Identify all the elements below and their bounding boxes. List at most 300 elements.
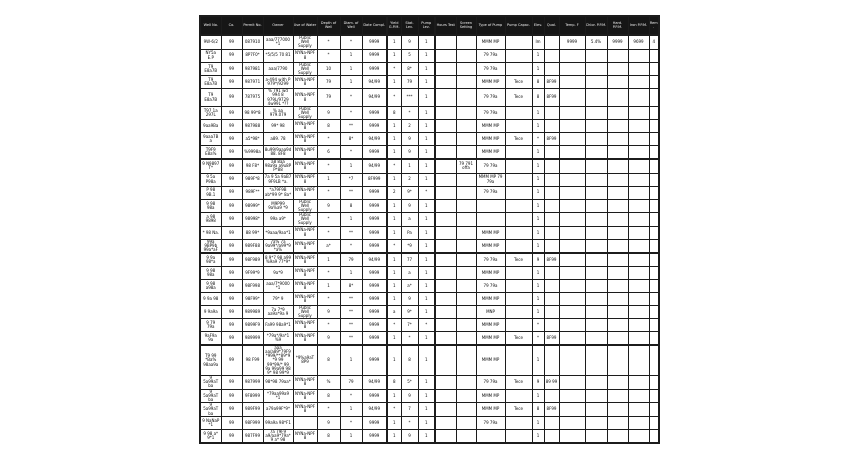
table-cell (585, 266, 607, 279)
table-cell: * (317, 35, 340, 49)
table-cell (607, 403, 628, 417)
table-cell: 9999 (362, 332, 387, 345)
table-cell: 98F998 (242, 279, 263, 292)
table-cell: 99* 98 (263, 120, 293, 133)
table-row (200, 120, 659, 133)
table-cell: Im (532, 35, 544, 49)
table-cell (607, 376, 628, 390)
table-cell: 99 (221, 186, 242, 199)
table-cell: 1 (532, 186, 544, 199)
table-cell: 1 (532, 416, 544, 429)
table-cell (649, 319, 659, 332)
table-cell: 99 (221, 120, 242, 133)
table-cell: * (387, 239, 401, 253)
table-cell (435, 35, 456, 49)
column-header: Chlor. P.P.M. (585, 16, 607, 35)
table-row (200, 146, 659, 159)
table-cell (649, 133, 659, 146)
table-cell (435, 49, 456, 62)
table-cell: 99a a9* (263, 213, 293, 227)
table-cell (456, 266, 476, 279)
table-cell: 9aF9a 9a (200, 332, 221, 345)
table-cell (505, 319, 532, 332)
table-cell (435, 199, 456, 213)
column-header: Use of Water (293, 16, 317, 35)
table-cell: 1 (532, 292, 544, 305)
table-cell: 1 (317, 253, 340, 266)
table-cell (476, 429, 505, 443)
table-cell: MMM MP (476, 403, 505, 417)
table-cell (456, 76, 476, 89)
table-cell (585, 159, 607, 173)
table-cell: 9 98 98a (200, 266, 221, 279)
table-cell (456, 345, 476, 376)
table-cell (607, 226, 628, 239)
table-cell (585, 186, 607, 199)
table-row (200, 186, 659, 199)
table-cell: * (317, 213, 340, 227)
table-cell: Fa99 98a9*1 (263, 319, 293, 332)
table-cell (544, 429, 559, 443)
table-cell: * (317, 266, 340, 279)
table-cell: 98*98 79aa* (263, 376, 293, 390)
table-cell: MMM MP (476, 120, 505, 133)
table-cell (456, 239, 476, 253)
table-cell: a-494 with P 979*/9299 (263, 76, 293, 89)
table-row (200, 133, 659, 146)
table-cell: 79 79a (476, 279, 505, 292)
column-header: Hours Test (435, 16, 456, 35)
table-cell (505, 416, 532, 429)
table-cell: % 791 wd 994 8 979L/9729 4w99L *?? (263, 89, 293, 107)
table-cell: 987F99 (242, 429, 263, 443)
table-cell (585, 416, 607, 429)
table-cell (435, 389, 456, 403)
table-cell: 6 (317, 146, 340, 159)
table-cell: 1 (340, 76, 362, 89)
table-cell: 99 (221, 266, 242, 279)
table-cell (559, 266, 585, 279)
table-cell: 9999 (362, 292, 387, 305)
table-cell (559, 120, 585, 133)
table-cell: 8 (317, 429, 340, 443)
table-cell: a 98 9898 (200, 213, 221, 227)
table-cell (456, 146, 476, 159)
table-cell: Public Well Supply (293, 35, 317, 49)
column-header: Elev. (532, 16, 544, 35)
table-cell (607, 266, 628, 279)
table-cell (544, 292, 559, 305)
table-cell: 99 (221, 239, 242, 253)
table-cell: 8 (387, 376, 401, 390)
table-cell (607, 389, 628, 403)
table-cell: 8 (532, 76, 544, 89)
table-cell (585, 226, 607, 239)
table-cell: 8F99 (544, 133, 559, 146)
table-cell: 1 (418, 120, 435, 133)
table-cell: 8 (317, 345, 340, 376)
table-row (200, 49, 659, 62)
table-cell: 9999 (362, 416, 387, 429)
table-cell: 989999 (242, 332, 263, 345)
table-cell (649, 120, 659, 133)
table-cell: 8 9*7 98 a99 %9a9 77*9* (263, 253, 293, 266)
table-cell: 9 9a 98 (200, 292, 221, 305)
table-cell: NYNa-NPF 8 (293, 173, 317, 186)
table-cell: Tece (505, 133, 532, 146)
table-cell: MMM MP (476, 266, 505, 279)
table-row (200, 345, 659, 376)
table-cell: *5/5/5 70 81 (263, 49, 293, 62)
table-row (200, 76, 659, 89)
table-cell (435, 403, 456, 417)
table-cell: NYNa-NPF 8 (293, 146, 317, 159)
table-cell (649, 199, 659, 213)
table-cell (544, 345, 559, 376)
table-cell (607, 213, 628, 227)
table-cell (559, 146, 585, 159)
table-cell: 9999 (362, 266, 387, 279)
table-cell: 1 (387, 146, 401, 159)
table-cell (628, 332, 649, 345)
table-cell (435, 253, 456, 266)
table-cell: 9 (317, 106, 340, 120)
table-cell: 989989 (242, 305, 263, 319)
table-cell (607, 120, 628, 133)
table-cell: 1 (532, 266, 544, 279)
table-cell (559, 159, 585, 173)
table-cell: 79 79a (476, 159, 505, 173)
table-cell: T97 1a 297L (200, 106, 221, 120)
table-cell: Public Well Supply (293, 62, 317, 76)
table-cell (456, 186, 476, 199)
table-cell (628, 186, 649, 199)
table-cell: 1 (387, 199, 401, 213)
table-cell (435, 159, 456, 173)
table-cell: Pa (401, 226, 418, 239)
table-cell: 94/99 (362, 159, 387, 173)
table-cell (544, 416, 559, 429)
table-cell (628, 305, 649, 319)
table-cell (585, 429, 607, 443)
table-cell: 8u99/9aaa9d 88. 8F8 (263, 146, 293, 159)
table-cell (559, 106, 585, 120)
table-cell: * (532, 319, 544, 332)
table-cell (628, 292, 649, 305)
table-cell: 89 99 (544, 376, 559, 390)
table-cell (435, 345, 456, 376)
table-cell: * (317, 186, 340, 199)
table-cell: * (418, 319, 435, 332)
table-cell (628, 120, 649, 133)
table-cell: a8 8aa 98a9a a9u8P P*88 (264, 158, 292, 173)
table-cell: NYNa-NPF 8 (293, 239, 317, 253)
table-cell: 1 (418, 279, 435, 292)
table-cell: 99 (221, 319, 242, 332)
table-cell (435, 292, 456, 305)
table-cell: 1 (418, 146, 435, 159)
table-cell (559, 89, 585, 107)
table-row (200, 305, 659, 319)
table-cell: 1 (387, 279, 401, 292)
table-cell: 1 (418, 35, 435, 49)
table-cell: * (340, 89, 362, 107)
table-cell (544, 173, 559, 186)
table-cell: T9 E8a7B (200, 89, 221, 107)
table-cell: a (401, 213, 418, 227)
table-cell (607, 319, 628, 332)
table-cell (559, 403, 585, 417)
table-cell (628, 226, 649, 239)
table-cell: 1 (532, 173, 544, 186)
table-cell (456, 62, 476, 76)
table-cell: 99 (221, 332, 242, 345)
table-cell (544, 146, 559, 159)
table-row (200, 292, 659, 305)
table-cell: 8F99 (544, 332, 559, 345)
table-cell (456, 279, 476, 292)
table-cell (649, 159, 659, 173)
table-cell: 8* (340, 279, 362, 292)
table-cell: MMM MP (476, 292, 505, 305)
table-cell (585, 146, 607, 159)
table-cell: Public Well Supply (293, 305, 317, 319)
table-cell (559, 389, 585, 403)
table-cell: 1 (418, 332, 435, 345)
table-cell (649, 49, 659, 62)
table-cell: T9 E8a7B (200, 76, 221, 89)
table-cell (559, 49, 585, 62)
table-cell (435, 146, 456, 159)
table-cell: Public Well Supply (293, 213, 317, 227)
table-cell: 1 (387, 173, 401, 186)
table-cell: 9 (401, 199, 418, 213)
table-cell: 1 (340, 49, 362, 62)
table-cell: 1 (418, 49, 435, 62)
table-cell: 9999 (607, 35, 628, 49)
table-cell: 7a 7*9 aa9a*9a 9 (263, 305, 293, 319)
table-cell: 7 (401, 403, 418, 417)
table-cell (607, 146, 628, 159)
table-cell: Public Well Supply (293, 106, 317, 120)
table-cell (628, 133, 649, 146)
table-cell: 98F99* (242, 292, 263, 305)
table-cell: NYNa-NPF 8 (293, 279, 317, 292)
column-header: Yield G.P.M. (387, 16, 401, 35)
table-cell (544, 120, 559, 133)
table-cell: * 98 Na. (200, 226, 221, 239)
well-records-table (199, 15, 660, 444)
table-cell: NY5a E.P (200, 49, 221, 62)
table-cell: NYNa-NPF 8 (293, 120, 317, 133)
table-cell: MNP (476, 305, 505, 319)
table-cell (585, 305, 607, 319)
table-cell (505, 159, 532, 173)
table-cell: 8 (532, 89, 544, 107)
table-cell (585, 133, 607, 146)
table-cell (649, 253, 659, 266)
table-cell (456, 120, 476, 133)
table-cell: 1 (387, 49, 401, 62)
table-cell: 1 (532, 49, 544, 62)
table-cell (559, 173, 585, 186)
table-cell (456, 213, 476, 227)
table-cell: 1 (418, 292, 435, 305)
table-cell: 79* 9 (263, 292, 293, 305)
table-cell (559, 226, 585, 239)
table-cell: 99 (221, 35, 242, 49)
table-cell (435, 133, 456, 146)
table-cell: *** (401, 89, 418, 107)
table-cell: 79 79a (476, 106, 505, 120)
table-cell (544, 213, 559, 227)
table-cell: aaa/7790 (263, 62, 293, 76)
table-cell (649, 266, 659, 279)
table-cell (435, 173, 456, 186)
table-cell: 9 79 79a (200, 319, 221, 332)
table-cell: *9%a9aT 8P9 (293, 345, 317, 376)
table-cell (607, 279, 628, 292)
table-cell (544, 199, 559, 213)
table-cell: 79 79a (476, 253, 505, 266)
table-cell (628, 213, 649, 227)
table-cell: * (387, 159, 401, 173)
table-cell: 1 (532, 146, 544, 159)
table-cell: 1 (532, 279, 544, 292)
column-header: Hard. P.P.M. (607, 16, 628, 35)
table-cell: 79 791 offa (456, 159, 476, 173)
table-cell: NYNa-NPF 8 (293, 403, 317, 417)
table-cell: T9 E8a7B (200, 62, 221, 76)
table-cell (435, 106, 456, 120)
table-cell: 79 (317, 76, 340, 89)
table-cell (607, 429, 628, 443)
table-cell (607, 292, 628, 305)
table-cell (456, 376, 476, 390)
table-cell (435, 62, 456, 76)
table-cell: * (340, 35, 362, 49)
table-cell: 9 (532, 253, 544, 266)
table-cell (607, 173, 628, 186)
column-header: Screen Setting (456, 16, 476, 35)
table-cell: 99 (221, 403, 242, 417)
table-cell (559, 253, 585, 266)
table-cell: 1 (387, 35, 401, 49)
table-cell: 9999 (362, 146, 387, 159)
table-cell: 99 (221, 345, 242, 376)
table-cell (649, 89, 659, 107)
table-cell: 99 (221, 76, 242, 89)
table-cell: Tece (505, 332, 532, 345)
table-cell: aaa aa/a89*79F9 *999/**89*9 *9 99 99*99/* 99 9a 99a99 98 9* 98 99*9 (263, 345, 293, 376)
table-cell: 1 (387, 76, 401, 89)
table-cell: 94/99 (362, 253, 387, 266)
header-row (200, 16, 659, 35)
table-cell: * (532, 133, 544, 146)
table-row (200, 332, 659, 345)
table-cell (559, 332, 585, 345)
table-cell: a5*98* (242, 133, 263, 146)
table-cell: 9 5a P98a (200, 173, 221, 186)
table-cell (544, 159, 559, 173)
table-cell: 99 (221, 389, 242, 403)
table-cell: *a79F9B ab*99 9* 8a* (263, 186, 293, 199)
table-cell (435, 226, 456, 239)
table-cell: 9999 (362, 429, 387, 443)
table-cell: 79 79a (476, 416, 505, 429)
table-row (200, 319, 659, 332)
column-header: Well No. (200, 16, 221, 35)
table-cell (505, 292, 532, 305)
table-cell: * (387, 319, 401, 332)
table-cell: NYNa-NPF 8 (293, 89, 317, 107)
table-cell (585, 403, 607, 417)
table-cell (649, 279, 659, 292)
table-cell (628, 199, 649, 213)
table-cell (628, 49, 649, 62)
column-header: Temp. F (559, 16, 585, 35)
table-cell: 9 (317, 332, 340, 345)
table-cell: 1 (532, 199, 544, 213)
table-header (200, 16, 659, 35)
table-cell: 9999 (362, 389, 387, 403)
table-cell: 2 (387, 186, 401, 199)
column-header: Depth of Well (317, 16, 340, 35)
table-cell (456, 89, 476, 107)
table-cell: * (340, 239, 362, 253)
table-cell: ** (340, 120, 362, 133)
table-cell (585, 279, 607, 292)
table-row (200, 389, 659, 403)
table-cell (544, 389, 559, 403)
table-cell (435, 416, 456, 429)
table-cell: 1 (418, 62, 435, 76)
table-cell: MMM MP 79 79a (476, 173, 505, 186)
table-cell: 9 (401, 35, 418, 49)
table-cell: 1 (401, 159, 418, 173)
table-cell (559, 279, 585, 292)
column-header: Permit No. (242, 16, 263, 35)
table-cell: 1 (532, 305, 544, 319)
table-cell (628, 159, 649, 173)
table-cell (544, 279, 559, 292)
table-cell: 9 (401, 429, 418, 443)
table-cell: 987981 (242, 62, 263, 76)
table-cell: Tece (505, 89, 532, 107)
table-cell (628, 416, 649, 429)
table-cell: NYNa-NPF 8 (293, 226, 317, 239)
table-cell (628, 106, 649, 120)
table-cell: 79 79a (476, 186, 505, 199)
table-cell: 1 (532, 106, 544, 120)
table-cell (585, 76, 607, 89)
table-cell: 99 (221, 89, 242, 107)
table-cell: 9 (317, 305, 340, 319)
table-cell (559, 213, 585, 227)
table-cell (649, 186, 659, 199)
table-cell (456, 416, 476, 429)
table-cell: 1 (387, 292, 401, 305)
table-cell: 99 (221, 133, 242, 146)
table-cell: 1 (532, 239, 544, 253)
table-cell: 1 (387, 133, 401, 146)
table-cell: 1 (418, 305, 435, 319)
table-cell: 79 (401, 76, 418, 89)
table-cell: 99 (221, 159, 242, 173)
table-cell: 8 (401, 345, 418, 376)
table-cell: 1 (418, 159, 435, 173)
table-cell: 9999 (362, 345, 387, 376)
